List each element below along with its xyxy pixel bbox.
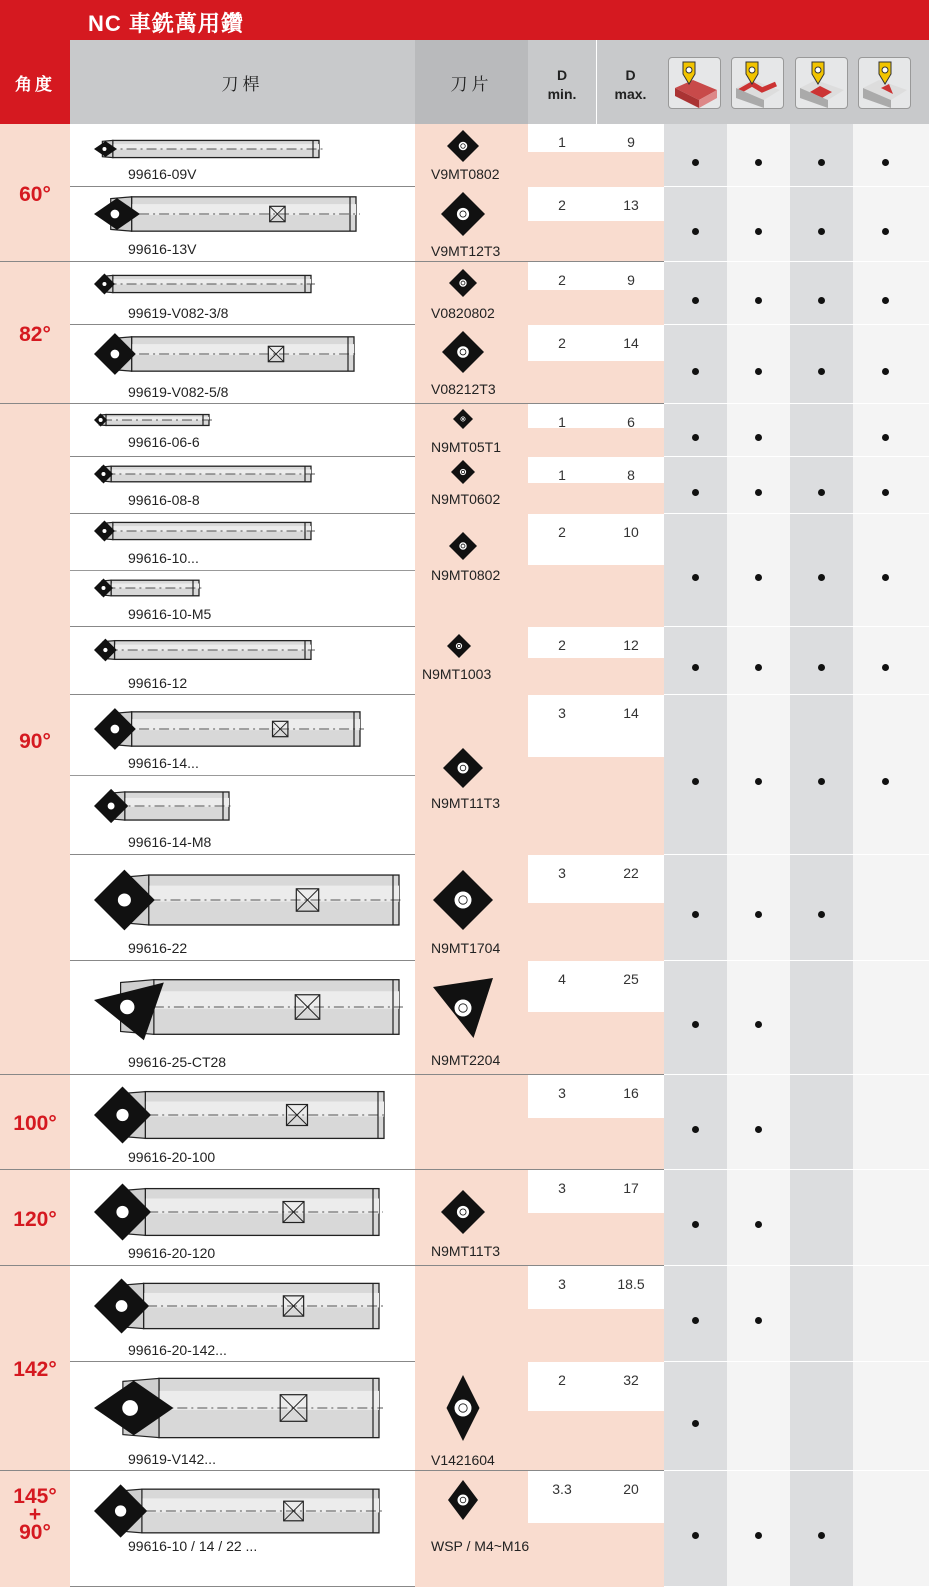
applicable-dot xyxy=(882,368,889,375)
d-max-value: 6 xyxy=(627,414,635,430)
d-max-value: 14 xyxy=(623,335,639,351)
angle-60: 60° xyxy=(19,183,51,206)
insert-code: V0820802 xyxy=(431,305,495,321)
tool-code: 99616-12 xyxy=(128,675,188,691)
d-min-value: 3 xyxy=(558,705,566,721)
d-min-value: 1 xyxy=(558,414,566,430)
applicable-dot xyxy=(882,489,889,496)
tool-drawing xyxy=(88,1271,385,1341)
tool-drawing xyxy=(88,514,317,548)
chamfer-op-icon xyxy=(668,57,721,109)
tool-code: 99616-13V xyxy=(128,241,197,257)
shank-header: 刀桿 xyxy=(70,40,415,124)
applicable-dot xyxy=(818,297,825,304)
row-divider xyxy=(70,775,415,776)
applicable-dot xyxy=(818,228,825,235)
tool-code: 99616-22 xyxy=(128,940,188,956)
tool-drawing xyxy=(88,186,362,242)
insert-code: V08212T3 xyxy=(431,381,496,397)
insert-drawing xyxy=(439,1476,487,1524)
diameter-band xyxy=(528,1471,664,1523)
d-min-value: 2 xyxy=(558,637,566,653)
row-divider xyxy=(664,1074,929,1075)
applicable-dot xyxy=(818,489,825,496)
row-divider xyxy=(664,1265,929,1266)
applicable-dot xyxy=(692,1317,699,1324)
tool-code: 99616-20-100 xyxy=(128,1149,216,1165)
angle-145: 145° xyxy=(13,1485,57,1508)
d-min-value: 2 xyxy=(558,335,566,351)
insert-drawing xyxy=(445,528,481,564)
d-max-value: 16 xyxy=(623,1085,639,1101)
applicable-dot xyxy=(818,368,825,375)
d-max-value: 13 xyxy=(623,197,639,213)
tool-drawing xyxy=(88,267,317,301)
row-divider xyxy=(664,1169,929,1170)
applicable-dot xyxy=(818,664,825,671)
d-min-value: 2 xyxy=(558,1372,566,1388)
insert-code: N9MT2204 xyxy=(431,1052,501,1068)
applicable-dot xyxy=(692,228,699,235)
d-min-value: 2 xyxy=(558,197,566,213)
applicable-dot xyxy=(882,297,889,304)
d-max-value: 25 xyxy=(623,971,639,987)
insert-code: N9MT0602 xyxy=(431,491,501,507)
insert-code: V9MT0802 xyxy=(431,166,500,182)
angle-100: 100° xyxy=(13,1112,57,1135)
tool-drawing xyxy=(88,1364,385,1452)
d-min-value: 2 xyxy=(558,272,566,288)
applicable-dot xyxy=(882,159,889,166)
angle-120: 120° xyxy=(13,1208,57,1231)
applicable-dot xyxy=(755,434,762,441)
op-column-4 xyxy=(853,124,929,1587)
insert-drawing xyxy=(438,327,488,377)
insert-header: 刀片 xyxy=(415,40,528,124)
applicable-dot xyxy=(692,1126,699,1133)
tool-drawing xyxy=(88,458,317,490)
tool-code: 99616-10-M5 xyxy=(128,606,212,622)
tool-code: 99616-25-CT28 xyxy=(128,1054,227,1070)
insert-drawing xyxy=(437,1186,489,1238)
applicable-dot xyxy=(692,159,699,166)
applicable-dot xyxy=(692,778,699,785)
applicable-dot xyxy=(755,159,762,166)
applicable-dot xyxy=(692,368,699,375)
d-max-value: 17 xyxy=(623,1180,639,1196)
tool-code: 99616-20-142... xyxy=(128,1342,227,1358)
angle-82: 82° xyxy=(19,323,51,346)
angle-142: 142° xyxy=(13,1358,57,1381)
applicable-dot xyxy=(818,1532,825,1539)
applicable-dot xyxy=(692,664,699,671)
tool-drawing xyxy=(88,632,317,668)
d-max-value: 9 xyxy=(627,272,635,288)
applicable-dot xyxy=(882,228,889,235)
applicable-dot xyxy=(692,1021,699,1028)
angle-90: 90° xyxy=(19,730,51,753)
tool-drawing xyxy=(88,1079,390,1151)
insert-drawing xyxy=(449,405,477,433)
applicable-dot xyxy=(692,297,699,304)
row-divider xyxy=(70,570,415,571)
d-min-value: 1 xyxy=(558,134,566,150)
title-bar xyxy=(0,0,929,40)
row-divider xyxy=(664,854,929,855)
dmin-header-unit: min. xyxy=(547,86,577,102)
tool-drawing xyxy=(88,862,405,938)
applicable-dot xyxy=(818,574,825,581)
applicable-dot xyxy=(692,1532,699,1539)
applicable-dot xyxy=(755,297,762,304)
tool-drawing xyxy=(88,326,360,382)
spot-drill-op-icon xyxy=(858,57,911,109)
tool-drawing xyxy=(88,1477,385,1545)
applicable-dot xyxy=(692,489,699,496)
d-max-value: 9 xyxy=(627,134,635,150)
row-divider xyxy=(664,403,929,404)
row-divider xyxy=(664,456,929,457)
op-column-3 xyxy=(790,124,853,1587)
insert-code: N9MT0802 xyxy=(431,567,501,583)
applicable-dot xyxy=(818,159,825,166)
tool-code: 99616-20-120 xyxy=(128,1245,216,1261)
page-title: NC 車銑萬用鑽 xyxy=(88,11,244,36)
dmin-header-d: D xyxy=(556,67,568,83)
angle-plus: + xyxy=(28,1503,42,1526)
applicable-dot xyxy=(692,1221,699,1228)
row-divider xyxy=(664,626,929,627)
groove-op-icon xyxy=(795,57,848,109)
tool-code: 99616-08-8 xyxy=(128,492,200,508)
insert-code: N9MT11T3 xyxy=(431,1243,500,1259)
insert-drawing xyxy=(439,744,487,792)
angle-header: 角度 xyxy=(0,40,70,124)
insert-drawing xyxy=(443,630,475,662)
tool-code: 99616-09V xyxy=(128,166,197,182)
d-max-value: 18.5 xyxy=(617,1276,645,1292)
op-column-1 xyxy=(664,124,727,1587)
tool-drawing xyxy=(88,132,325,166)
angle-90b: 90° xyxy=(19,1521,51,1544)
tool-code: 99616-06-6 xyxy=(128,434,200,450)
dmax-header xyxy=(597,40,664,124)
tool-code: 99616-14-M8 xyxy=(128,834,212,850)
row-divider xyxy=(664,960,929,961)
applicable-dot xyxy=(882,434,889,441)
tool-code: 99616-10 / 14 / 22 ... xyxy=(128,1538,258,1554)
d-max-value: 14 xyxy=(623,705,639,721)
d-min-value: 3 xyxy=(558,865,566,881)
applicable-dot xyxy=(882,664,889,671)
tool-code: 99619-V082-3/8 xyxy=(128,305,229,321)
d-min-value: 3 xyxy=(558,1085,566,1101)
applicable-dot xyxy=(755,1317,762,1324)
applicable-dot xyxy=(692,434,699,441)
applicable-dot xyxy=(755,1532,762,1539)
d-max-value: 22 xyxy=(623,865,639,881)
applicable-dot xyxy=(818,911,825,918)
row-divider xyxy=(664,324,929,325)
applicable-dot xyxy=(755,664,762,671)
d-max-value: 32 xyxy=(623,1372,639,1388)
d-max-value: 10 xyxy=(623,524,639,540)
tool-drawing xyxy=(88,407,215,433)
row-divider xyxy=(664,694,929,695)
row-divider xyxy=(664,513,929,514)
applicable-dot xyxy=(818,778,825,785)
d-min-value: 3 xyxy=(558,1180,566,1196)
insert-code: N9MT1704 xyxy=(431,940,501,956)
dmax-header-unit: max. xyxy=(614,86,647,102)
applicable-dot xyxy=(755,1221,762,1228)
applicable-dot xyxy=(692,1420,699,1427)
applicable-dot xyxy=(755,1126,762,1133)
insert-code: V1421604 xyxy=(431,1452,495,1468)
applicable-dot xyxy=(692,574,699,581)
tool-drawing xyxy=(88,572,205,604)
applicable-dot xyxy=(755,228,762,235)
d-max-value: 8 xyxy=(627,467,635,483)
op-column-2 xyxy=(727,124,790,1587)
tool-code: 99619-V142... xyxy=(128,1451,216,1467)
insert-drawing xyxy=(429,1374,497,1442)
applicable-dot xyxy=(755,489,762,496)
d-min-value: 2 xyxy=(558,524,566,540)
row-divider xyxy=(664,1470,929,1471)
d-max-value: 12 xyxy=(623,637,639,653)
row-divider xyxy=(664,261,929,262)
insert-drawing xyxy=(445,265,481,301)
tool-drawing xyxy=(88,966,405,1048)
applicable-dot xyxy=(882,778,889,785)
insert-code: N9MT11T3 xyxy=(431,795,500,811)
applicable-dot xyxy=(755,574,762,581)
applicable-dot xyxy=(755,911,762,918)
d-min-value: 3 xyxy=(558,1276,566,1292)
insert-drawing xyxy=(437,188,489,240)
applicable-dot xyxy=(882,574,889,581)
tool-drawing xyxy=(88,1176,385,1248)
applicable-dot xyxy=(755,778,762,785)
tool-code: 99616-14... xyxy=(128,755,199,771)
tool-drawing xyxy=(88,782,235,830)
insert-code: N9MT05T1 xyxy=(431,439,502,455)
profile-op-icon xyxy=(731,57,784,109)
insert-code: V9MT12T3 xyxy=(431,243,501,259)
d-max-value: 20 xyxy=(623,1481,639,1497)
dmin-header xyxy=(528,40,596,124)
insert-drawing xyxy=(447,456,479,488)
applicable-dot xyxy=(755,1021,762,1028)
insert-drawing xyxy=(443,126,483,166)
insert-code: WSP / M4~M16 xyxy=(431,1538,530,1554)
applicable-dot xyxy=(692,911,699,918)
tool-code: 99619-V082-5/8 xyxy=(128,384,229,400)
insert-code: N9MT1003 xyxy=(422,666,492,682)
insert-drawing xyxy=(429,866,497,934)
tool-drawing xyxy=(88,701,366,757)
angle-145-90 xyxy=(0,1485,70,1544)
dmax-header-d: D xyxy=(625,67,636,83)
tool-code: 99616-10... xyxy=(128,550,199,566)
d-min-value: 1 xyxy=(558,467,566,483)
d-min-value: 3.3 xyxy=(552,1481,572,1497)
d-min-value: 4 xyxy=(558,971,566,987)
applicable-dot xyxy=(755,368,762,375)
row-divider xyxy=(664,186,929,187)
insert-drawing xyxy=(429,974,497,1042)
row-divider xyxy=(664,1361,929,1362)
